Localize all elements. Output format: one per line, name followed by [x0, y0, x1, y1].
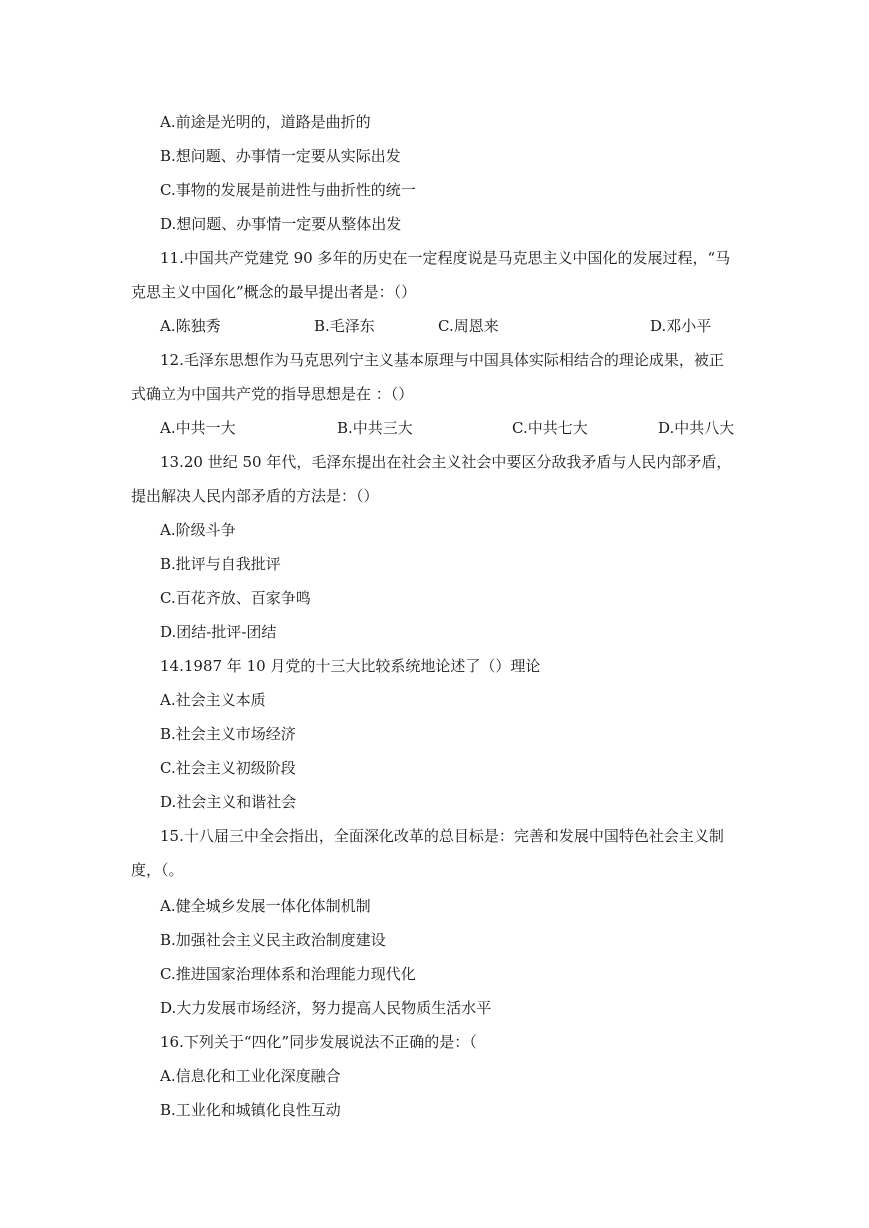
option-b: B.工业化和城镇化良性互动: [160, 1101, 341, 1119]
option-a: A.中共一大: [160, 419, 236, 437]
option-d: D.社会主义和谐社会: [160, 793, 297, 811]
question-12-text-cont: 式确立为中国共产党的指导思想是在 ：（）: [131, 385, 414, 403]
option-b: B.加强社会主义民主政治制度建设: [160, 931, 386, 949]
question-11-text-cont: 克思主义中国化”概念的最早提出者是：（）: [131, 283, 417, 301]
option-c: C.事物的发展是前进性与曲折性的统一: [160, 181, 416, 199]
option-c: C.社会主义初级阶段: [160, 759, 296, 777]
question-12-text: 12.毛泽东思想作为马克思列宁主义基本原理与中国具体实际相结合的理论成果，被正: [160, 351, 724, 369]
option-d: D.团结-批评-团结: [160, 623, 277, 641]
option-a: A.前途是光明的，道路是曲折的: [160, 113, 371, 131]
option-b: B.毛泽东: [314, 317, 375, 335]
option-c: C.百花齐放、百家争鸣: [160, 589, 311, 607]
question-13-text: 13.20 世纪 50 年代，毛泽东提出在社会主义社会中要区分敌我矛盾与人民内部矛盾，: [160, 453, 732, 471]
option-a: A.健全城乡发展一体化体制机制: [160, 897, 371, 915]
option-d: D.大力发展市场经济，努力提高人民物质生活水平: [160, 999, 492, 1017]
question-14-text: 14.1987 年 10 月党的十三大比较系统地论述了（）理论: [160, 657, 541, 675]
option-b: B.批评与自我批评: [160, 555, 281, 573]
option-c: C.推进国家治理体系和治理能力现代化: [160, 965, 416, 983]
option-a: A.阶级斗争: [160, 521, 236, 539]
question-16-text: 16.下列关于“四化”同步发展说法不正确的是：（: [160, 1033, 477, 1051]
option-d: D.想问题、办事情一定要从整体出发: [160, 215, 402, 233]
option-a: A.信息化和工业化深度融合: [160, 1067, 341, 1085]
option-b: B.想问题、办事情一定要从实际出发: [160, 147, 401, 165]
question-15-text-cont: 度，（。: [131, 861, 184, 879]
option-d: D.中共八大: [658, 419, 735, 437]
question-15-text: 15.十八届三中全会指出，全面深化改革的总目标是：完善和发展中国特色社会主义制: [160, 827, 724, 845]
option-a: A.社会主义本质: [160, 691, 266, 709]
option-b: B.社会主义市场经济: [160, 725, 296, 743]
option-b: B.中共三大: [337, 419, 413, 437]
option-a: A.陈独秀: [160, 317, 221, 335]
option-c: C.中共七大: [512, 419, 588, 437]
option-c: C.周恩来: [438, 317, 499, 335]
question-13-text-cont: 提出解决人民内部矛盾的方法是：（）: [131, 487, 379, 505]
question-11-text: 11.中国共产党建党 90 多年的历史在一定程度说是马克思主义中国化的发展过程，“马: [160, 249, 731, 267]
option-d: D.邓小平: [650, 317, 712, 335]
